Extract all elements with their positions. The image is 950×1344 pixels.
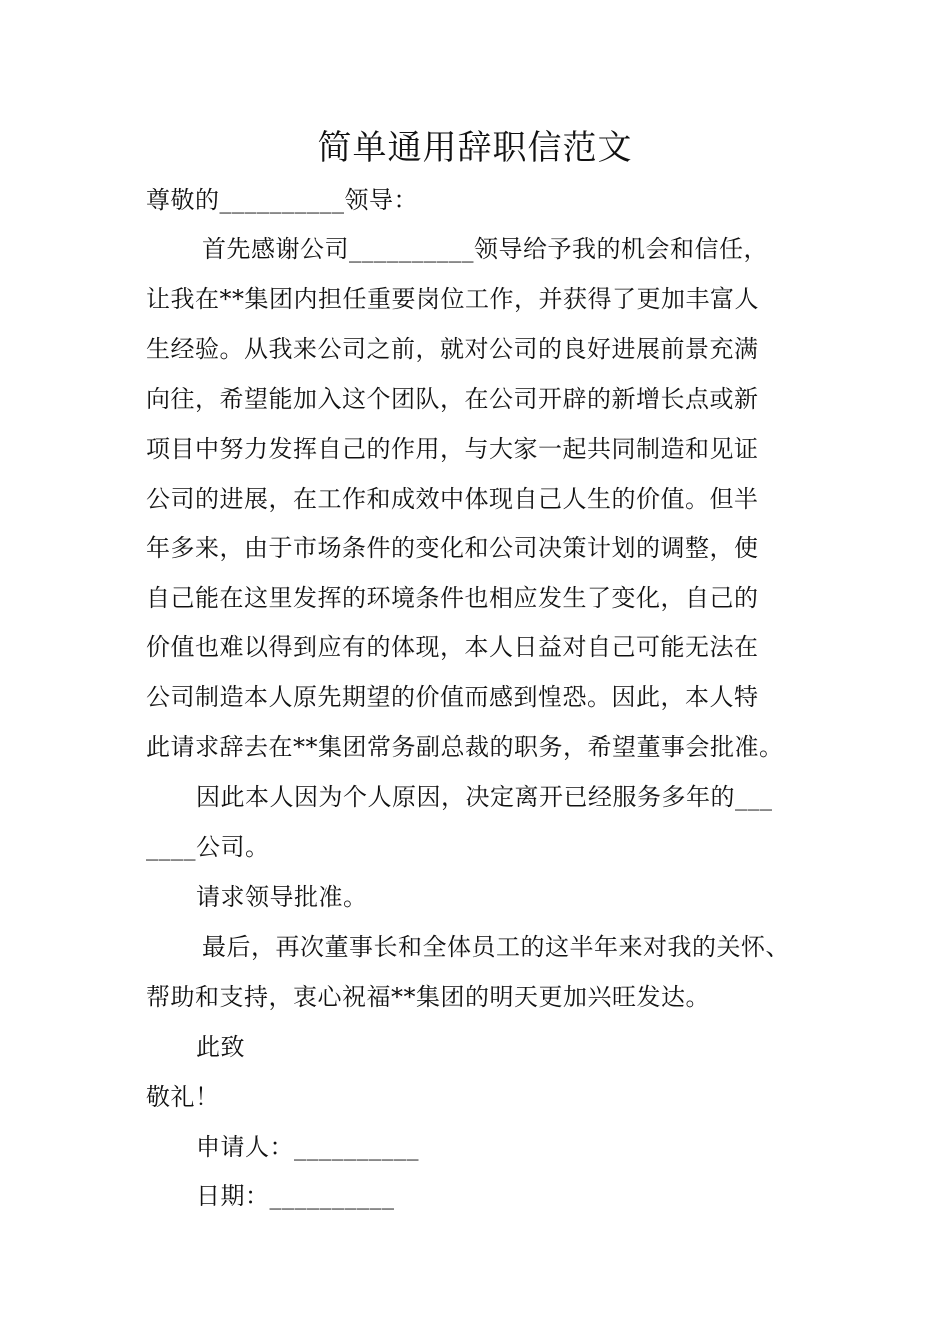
paragraph4-line-2: 帮助和支持，衷心祝福**集团的明天更加兴旺发达。 [146, 983, 710, 1011]
paragraph1-line-8: 自己能在这里发挥的环境条件也相应发生了变化，自己的 [146, 584, 759, 612]
paragraph1-line-11: 此请求辞去在**集团常务副总裁的职务，希望董事会批准。 [146, 733, 784, 761]
paragraph4-line-1: 最后，再次董事长和全体员工的这半年来对我的关怀、 [202, 933, 790, 961]
paragraph1-line-7: 年多来，由于市场条件的变化和公司决策计划的调整，使 [146, 534, 759, 562]
closing-regards: 此致 [196, 1033, 245, 1061]
document-title: 简单通用辞职信范文 [317, 128, 633, 168]
paragraph2-line-1: 因此本人因为个人原因，决定离开已经服务多年的___ [196, 783, 773, 811]
paragraph3: 请求领导批准。 [196, 883, 368, 911]
paragraph1-line-9: 价值也难以得到应有的体现，本人日益对自己可能无法在 [146, 633, 759, 661]
paragraph1-line-4: 向往，希望能加入这个团队，在公司开辟的新增长点或新 [146, 385, 759, 413]
paragraph1-line-6: 公司的进展，在工作和成效中体现自己人生的价值。但半 [146, 485, 759, 513]
paragraph1-line-3: 生经验。从我来公司之前，就对公司的良好进展前景充满 [146, 335, 759, 363]
paragraph1-line-5: 项目中努力发挥自己的作用，与大家一起共同制造和见证 [146, 435, 759, 463]
paragraph1-line-10: 公司制造本人原先期望的价值而感到惶恐。因此，本人特 [146, 683, 759, 711]
salutation: 尊敬的__________领导： [146, 186, 418, 214]
paragraph2-line-2: ____公司。 [146, 833, 270, 861]
closing-salute: 敬礼！ [146, 1083, 220, 1111]
date-field: 日期：__________ [196, 1182, 395, 1210]
paragraph1-line-1: 首先感谢公司__________领导给予我的机会和信任， [202, 235, 768, 263]
paragraph1-line-2: 让我在**集团内担任重要岗位工作，并获得了更加丰富人 [146, 285, 759, 313]
applicant-field: 申请人：__________ [196, 1133, 419, 1161]
